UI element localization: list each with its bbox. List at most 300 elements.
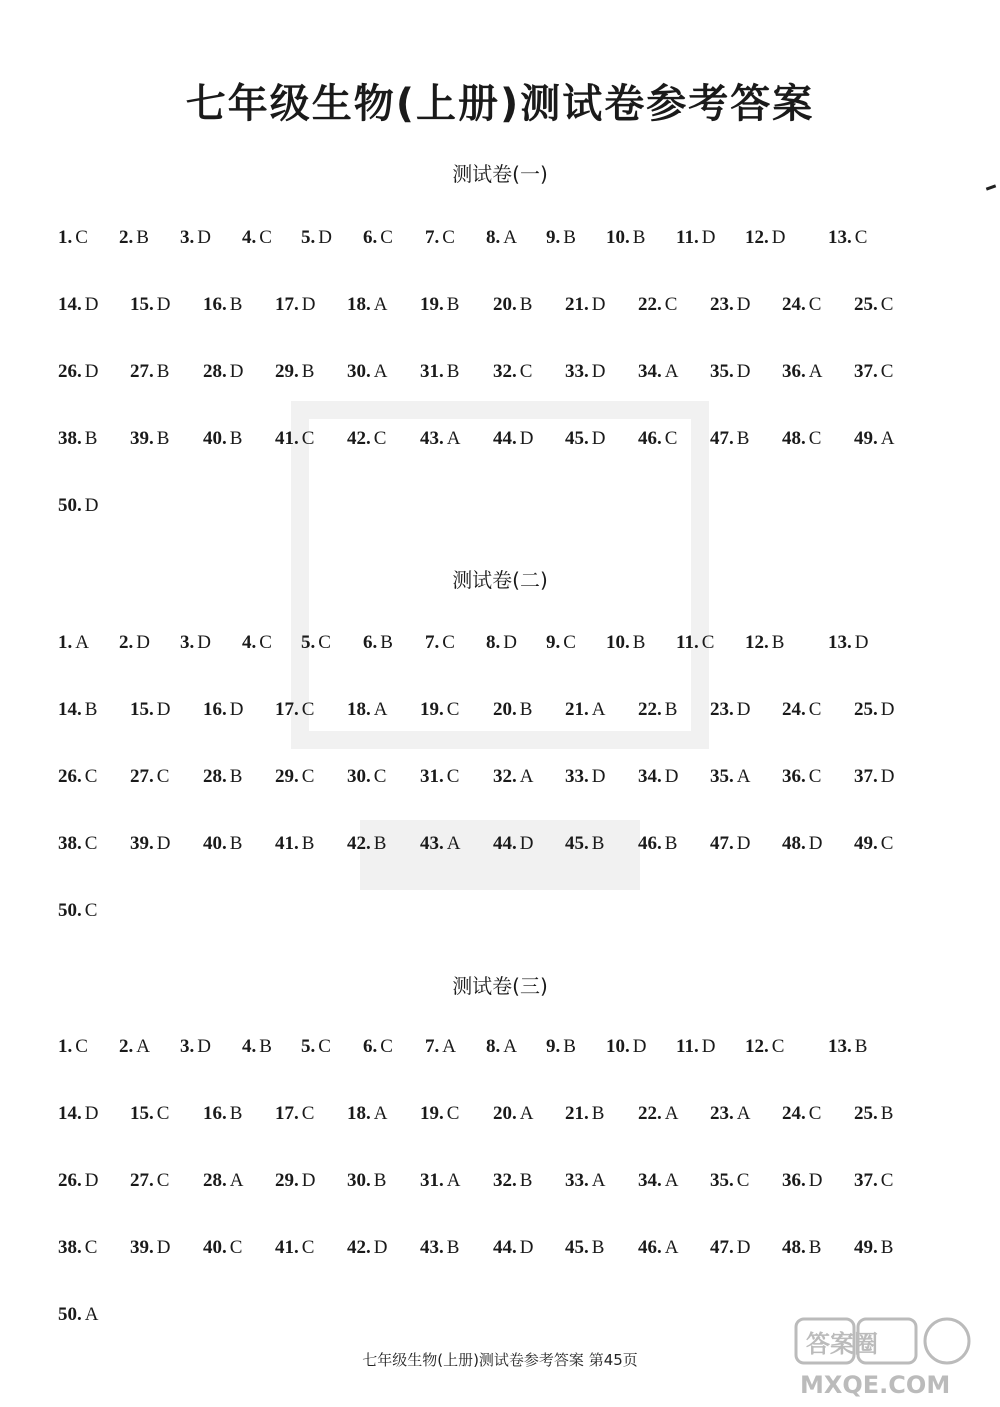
question-number: 19. (420, 699, 444, 720)
answer-letter: A (373, 699, 388, 720)
answer-item (203, 294, 242, 316)
answer-letter: A (880, 428, 895, 449)
answer-item (275, 833, 314, 855)
answer-item (638, 1103, 678, 1125)
answer-item (275, 699, 314, 721)
answer-item (493, 1170, 532, 1192)
question-number: 41. (275, 833, 299, 854)
answer-item (275, 294, 315, 316)
answer-letter: D (808, 833, 823, 854)
answer-item (58, 227, 88, 249)
answer-letter: B (446, 294, 460, 315)
answer-item (486, 1036, 517, 1058)
answer-item (493, 428, 533, 450)
answer-item (58, 1237, 97, 1259)
answer-letter: C (156, 1103, 170, 1124)
answer-letter: C (229, 1237, 243, 1258)
answer-item (203, 361, 243, 383)
answer-letter: D (301, 294, 316, 315)
answer-letter: B (632, 227, 646, 248)
answer-letter: C (84, 833, 98, 854)
question-number: 30. (347, 361, 371, 382)
question-number: 42. (347, 428, 371, 449)
question-number: 3. (180, 632, 195, 653)
question-number: 13. (828, 632, 852, 653)
question-number: 9. (546, 227, 561, 248)
question-number: 6. (363, 632, 378, 653)
answer-letter: A (373, 294, 388, 315)
answer-item (565, 1170, 605, 1192)
question-number: 29. (275, 1170, 299, 1191)
answer-letter: A (808, 361, 823, 382)
answer-letter: A (136, 1036, 150, 1057)
answer-item (486, 632, 517, 654)
answer-item (782, 766, 821, 788)
answer-letter: C (563, 632, 576, 653)
answer-item (606, 632, 645, 654)
answer-letter: D (156, 294, 171, 315)
answer-item (180, 1036, 211, 1058)
answer-letter: C (808, 1103, 822, 1124)
answer-item (565, 833, 604, 855)
question-number: 3. (180, 1036, 195, 1057)
answer-letter: A (736, 1103, 751, 1124)
question-number: 10. (606, 227, 630, 248)
question-number: 40. (203, 428, 227, 449)
question-number: 4. (242, 632, 257, 653)
question-number: 37. (854, 1170, 878, 1191)
answer-letter: D (84, 294, 99, 315)
answer-item (486, 227, 517, 249)
answer-item (420, 833, 460, 855)
answer-item (854, 428, 894, 450)
answer-letter: B (664, 833, 678, 854)
answer-letter: B (519, 1170, 533, 1191)
question-number: 50. (58, 495, 82, 516)
question-number: 44. (493, 428, 517, 449)
answer-item (745, 1036, 784, 1058)
answer-item (363, 227, 393, 249)
question-number: 22. (638, 699, 662, 720)
question-number: 12. (745, 1036, 769, 1057)
answer-item (565, 1237, 604, 1259)
answer-item (420, 766, 459, 788)
answer-item (347, 833, 386, 855)
question-number: 23. (710, 1103, 734, 1124)
question-number: 44. (493, 833, 517, 854)
answer-letter: C (442, 227, 455, 248)
question-number: 27. (130, 766, 154, 787)
question-number: 6. (363, 1036, 378, 1057)
question-number: 34. (638, 361, 662, 382)
answer-letter: C (301, 1237, 315, 1258)
answer-letter: C (808, 428, 822, 449)
question-number: 21. (565, 294, 589, 315)
answer-item (854, 699, 894, 721)
question-number: 30. (347, 1170, 371, 1191)
answer-letter: C (808, 699, 822, 720)
question-number: 34. (638, 766, 662, 787)
answer-item (710, 1237, 750, 1259)
answer-item (493, 766, 533, 788)
answer-letter: B (880, 1103, 894, 1124)
answer-letter: B (563, 1036, 576, 1057)
answer-item (638, 1237, 678, 1259)
answer-letter: A (75, 632, 89, 653)
answer-letter: A (519, 1103, 534, 1124)
question-number: 42. (347, 833, 371, 854)
question-number: 2. (119, 1036, 134, 1057)
question-number: 4. (242, 1036, 257, 1057)
answer-item (710, 1170, 749, 1192)
answer-letter: D (736, 361, 751, 382)
answer-item (420, 699, 459, 721)
answer-letter: D (503, 632, 517, 653)
answer-letter: D (664, 766, 679, 787)
answer-letter: D (373, 1237, 388, 1258)
answer-letter: D (136, 632, 150, 653)
question-number: 12. (745, 227, 769, 248)
question-number: 38. (58, 1237, 82, 1258)
answer-letter: C (880, 294, 894, 315)
question-number: 30. (347, 766, 371, 787)
answer-letter: C (75, 1036, 88, 1057)
site-watermark-logo (792, 1317, 982, 1399)
answer-letter: D (771, 227, 786, 248)
question-number: 38. (58, 428, 82, 449)
question-number: 9. (546, 632, 561, 653)
question-number: 8. (486, 1036, 501, 1057)
question-number: 3. (180, 227, 195, 248)
answer-item (58, 900, 97, 922)
answer-letter: C (446, 766, 460, 787)
answer-letter: C (301, 766, 315, 787)
answer-item (493, 1103, 533, 1125)
answer-letter: B (301, 833, 315, 854)
answer-letter: C (84, 900, 98, 921)
question-number: 31. (420, 361, 444, 382)
answer-item (425, 632, 455, 654)
question-number: 20. (493, 699, 517, 720)
answer-letter: D (519, 833, 534, 854)
answer-letter: C (880, 833, 894, 854)
question-number: 48. (782, 1237, 806, 1258)
question-number: 1. (58, 632, 73, 653)
question-number: 47. (710, 428, 734, 449)
question-number: 48. (782, 833, 806, 854)
answer-item (347, 1103, 387, 1125)
answer-letter: B (229, 294, 243, 315)
question-number: 17. (275, 294, 299, 315)
question-number: 13. (828, 1036, 852, 1057)
answer-item (782, 833, 822, 855)
question-number: 18. (347, 294, 371, 315)
question-number: 32. (493, 361, 517, 382)
question-number: 2. (119, 632, 134, 653)
answer-letter: C (380, 227, 393, 248)
question-number: 27. (130, 361, 154, 382)
answer-letter: D (591, 766, 606, 787)
question-number: 7. (425, 227, 440, 248)
answer-item (782, 428, 821, 450)
answer-letter: D (591, 428, 606, 449)
page-title: 七年级生物(上册)测试卷参考答案 (185, 81, 815, 127)
answer-item (854, 833, 893, 855)
question-number: 40. (203, 1237, 227, 1258)
question-number: 12. (745, 632, 769, 653)
question-number: 32. (493, 1170, 517, 1191)
question-number: 29. (275, 766, 299, 787)
answer-item (347, 294, 387, 316)
answer-item (710, 294, 750, 316)
answer-letter: D (156, 699, 171, 720)
question-number: 44. (493, 1237, 517, 1258)
answer-letter: C (880, 1170, 894, 1191)
question-number: 14. (58, 699, 82, 720)
answer-letter: B (854, 1036, 868, 1057)
answer-letter: D (519, 1237, 534, 1258)
question-number: 32. (493, 766, 517, 787)
question-number: 28. (203, 1170, 227, 1191)
answer-letter: C (446, 1103, 460, 1124)
answer-item (130, 294, 170, 316)
answer-letter: B (229, 428, 243, 449)
answer-letter: C (664, 428, 678, 449)
answer-letter: C (854, 227, 868, 248)
question-number: 17. (275, 1103, 299, 1124)
answer-item (58, 1103, 98, 1125)
answer-item (854, 361, 893, 383)
answer-item (275, 766, 314, 788)
question-number: 46. (638, 428, 662, 449)
question-number: 25. (854, 294, 878, 315)
answer-letter: C (301, 1103, 315, 1124)
question-number: 16. (203, 699, 227, 720)
question-number: 48. (782, 428, 806, 449)
answer-letter: A (446, 1170, 461, 1191)
answer-letter: B (301, 361, 315, 382)
question-number: 5. (301, 1036, 316, 1057)
question-number: 49. (854, 833, 878, 854)
answer-letter: A (591, 699, 606, 720)
answer-letter: D (84, 495, 99, 516)
answer-item (301, 1036, 331, 1058)
answer-letter: D (84, 1170, 99, 1191)
question-number: 27. (130, 1170, 154, 1191)
question-number: 43. (420, 1237, 444, 1258)
answer-item (854, 1103, 893, 1125)
answer-item (130, 361, 169, 383)
answer-item (565, 428, 605, 450)
answer-item (347, 428, 386, 450)
answer-item (676, 632, 714, 654)
question-number: 14. (58, 1103, 82, 1124)
answer-item (745, 632, 784, 654)
question-number: 16. (203, 1103, 227, 1124)
answer-item (493, 361, 532, 383)
answer-item (203, 1103, 242, 1125)
answer-letter: D (736, 1237, 751, 1258)
answer-item (493, 833, 533, 855)
answer-item (828, 1036, 867, 1058)
section-title: 测试卷(二) (452, 568, 548, 592)
question-number: 22. (638, 1103, 662, 1124)
question-number: 15. (130, 294, 154, 315)
answer-letter: D (156, 1237, 171, 1258)
answer-item (242, 632, 272, 654)
question-number: 15. (130, 1103, 154, 1124)
answer-letter: B (808, 1237, 822, 1258)
answer-item (420, 1170, 460, 1192)
answer-item (782, 1237, 821, 1259)
answer-letter: C (301, 428, 315, 449)
answer-item (638, 1170, 678, 1192)
answer-item (130, 699, 170, 721)
question-number: 31. (420, 1170, 444, 1191)
answer-letter: C (808, 294, 822, 315)
answer-letter: D (197, 632, 211, 653)
answer-item (425, 1036, 456, 1058)
answer-letter: D (701, 227, 716, 248)
question-number: 35. (710, 361, 734, 382)
answer-item (347, 766, 386, 788)
question-number: 21. (565, 699, 589, 720)
answer-letter: D (736, 833, 751, 854)
answer-letter: C (156, 1170, 170, 1191)
answer-letter: B (156, 428, 170, 449)
answer-item (203, 1237, 242, 1259)
question-number: 46. (638, 833, 662, 854)
answer-item (242, 227, 272, 249)
question-number: 43. (420, 428, 444, 449)
answer-letter: B (563, 227, 576, 248)
answer-item (203, 766, 242, 788)
section-title: 测试卷(一) (452, 162, 548, 186)
answer-letter: A (229, 1170, 244, 1191)
answer-letter: C (701, 632, 715, 653)
question-number: 23. (710, 699, 734, 720)
answer-item (710, 833, 750, 855)
question-number: 36. (782, 361, 806, 382)
answer-letter: B (771, 632, 785, 653)
answer-letter: B (664, 699, 678, 720)
answer-item (420, 1103, 459, 1125)
answer-item (58, 833, 97, 855)
answer-item (301, 632, 331, 654)
answer-item (180, 632, 211, 654)
question-number: 1. (58, 227, 73, 248)
question-number: 2. (119, 227, 134, 248)
answer-item (493, 294, 532, 316)
answer-item (782, 294, 821, 316)
answer-letter: D (808, 1170, 823, 1191)
answer-item (710, 1103, 750, 1125)
answer-letter: C (771, 1036, 785, 1057)
question-number: 34. (638, 1170, 662, 1191)
question-number: 18. (347, 699, 371, 720)
answer-letter: A (664, 1103, 679, 1124)
question-number: 19. (420, 294, 444, 315)
answer-letter: C (880, 361, 894, 382)
answer-letter: A (664, 1170, 679, 1191)
answer-item (546, 227, 576, 249)
answer-letter: B (136, 227, 149, 248)
answer-item (420, 294, 459, 316)
answer-item (782, 699, 821, 721)
question-number: 16. (203, 294, 227, 315)
answer-letter: C (156, 766, 170, 787)
answer-item (203, 428, 242, 450)
answer-item (638, 294, 677, 316)
question-number: 40. (203, 833, 227, 854)
answer-item (565, 294, 605, 316)
answer-letter: B (736, 428, 750, 449)
watermark-text: 答案圈 (806, 1330, 878, 1358)
question-number: 10. (606, 1036, 630, 1057)
question-number: 45. (565, 428, 589, 449)
answer-item (58, 699, 97, 721)
question-number: 47. (710, 833, 734, 854)
answer-item (710, 428, 749, 450)
answer-item (180, 227, 211, 249)
question-number: 36. (782, 1170, 806, 1191)
answer-letter: B (519, 699, 533, 720)
answer-item (828, 227, 867, 249)
question-number: 21. (565, 1103, 589, 1124)
answer-letter: C (259, 227, 272, 248)
question-number: 8. (486, 632, 501, 653)
answer-letter: D (591, 361, 606, 382)
answer-item (275, 1237, 314, 1259)
answer-letter: B (373, 833, 387, 854)
answer-item (275, 428, 314, 450)
answer-letter: B (373, 1170, 387, 1191)
question-number: 28. (203, 361, 227, 382)
answer-item (420, 428, 460, 450)
answer-letter: D (701, 1036, 716, 1057)
answer-letter: D (880, 766, 895, 787)
answer-letter: D (156, 833, 171, 854)
answer-item (58, 632, 89, 654)
question-number: 10. (606, 632, 630, 653)
answer-item (565, 766, 605, 788)
answer-letter: C (380, 1036, 393, 1057)
answer-letter: C (75, 227, 88, 248)
answer-letter: B (446, 361, 460, 382)
question-number: 39. (130, 1237, 154, 1258)
question-number: 36. (782, 766, 806, 787)
answer-letter: D (591, 294, 606, 315)
question-number: 49. (854, 1237, 878, 1258)
question-number: 11. (676, 1036, 699, 1057)
question-number: 43. (420, 833, 444, 854)
answer-item (347, 699, 387, 721)
answer-letter: C (808, 766, 822, 787)
answer-letter: D (880, 699, 895, 720)
answer-item (782, 1170, 822, 1192)
watermark-url: MXQE.COM (800, 1371, 951, 1399)
question-number: 29. (275, 361, 299, 382)
answer-letter: B (380, 632, 393, 653)
answer-item (782, 1103, 821, 1125)
answer-item (203, 699, 243, 721)
answer-letter: D (318, 227, 332, 248)
answer-letter: B (229, 833, 243, 854)
question-number: 38. (58, 833, 82, 854)
answer-item (119, 227, 149, 249)
question-number: 26. (58, 361, 82, 382)
question-number: 24. (782, 1103, 806, 1124)
